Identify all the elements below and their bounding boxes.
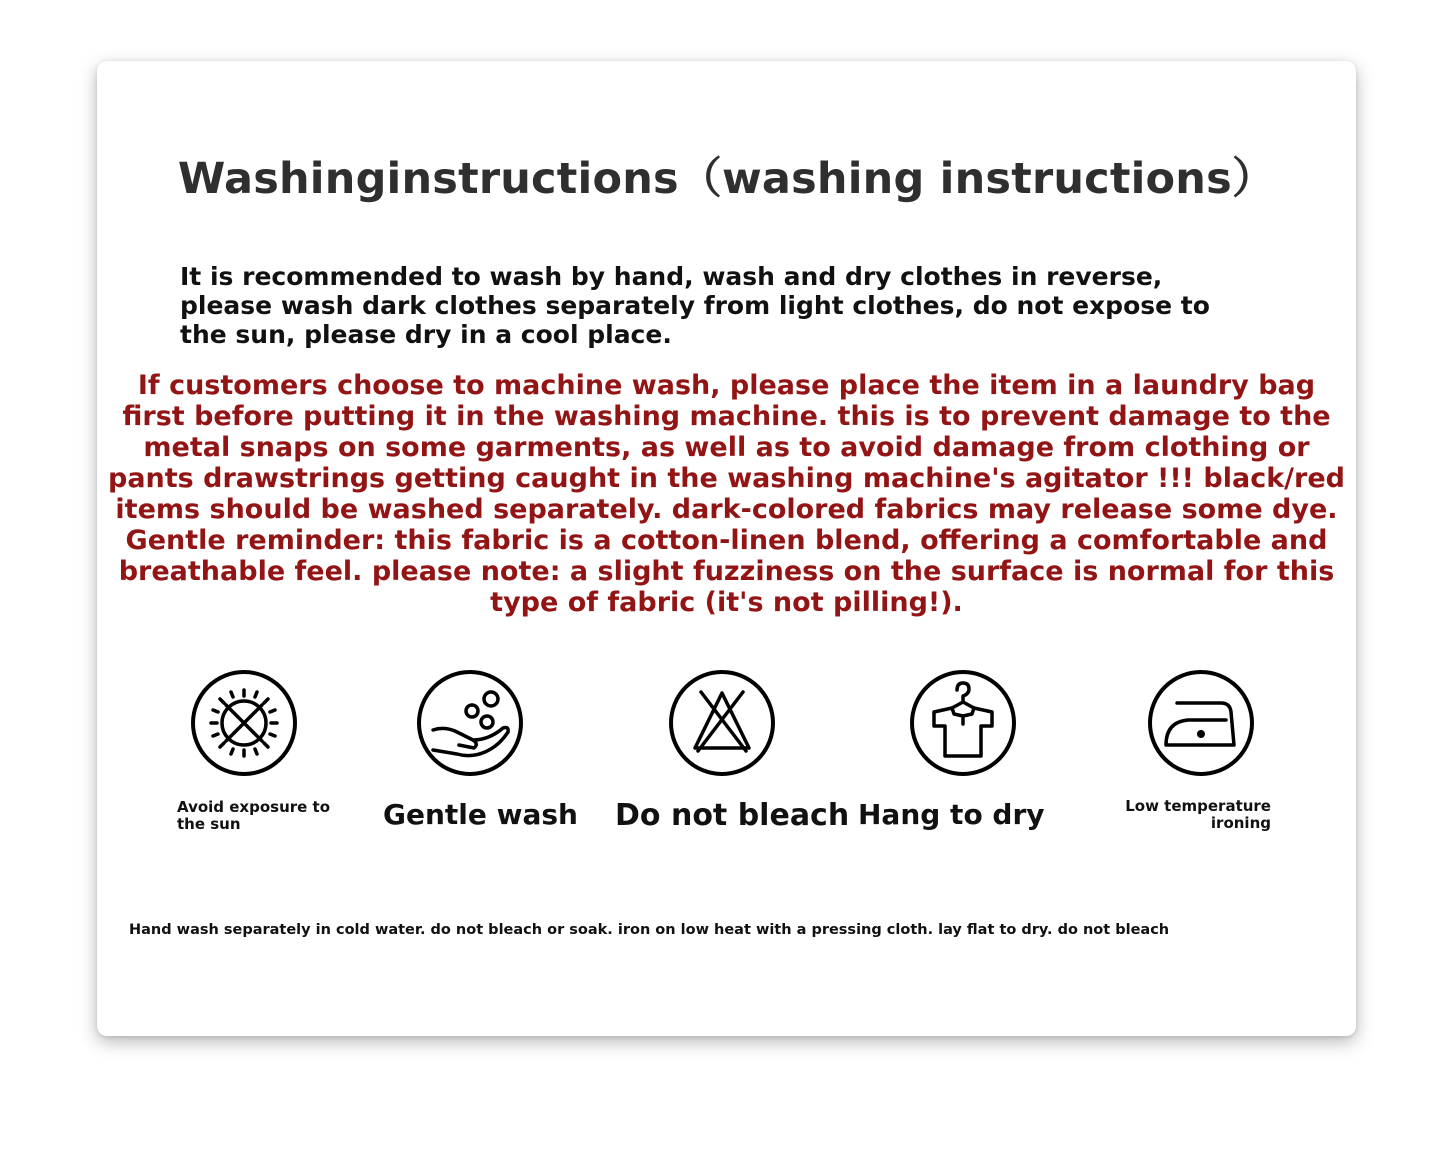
low-iron-icon (1146, 668, 1256, 778)
care-label-low-iron: Low temperature ironing (1125, 797, 1271, 832)
care-item-no-sun (189, 668, 299, 778)
intro-paragraph: It is recommended to wash by hand, wash and dry clothes in reverse, please wash dark clothes separately from light clothes, do not expose to the sun, please dry in a cool place. (180, 262, 1210, 349)
gentle-wash-icon (415, 668, 525, 778)
care-label-no-sun: Avoid exposure to the sun (177, 798, 331, 833)
no-sun-icon (189, 668, 299, 778)
care-instructions-card (97, 61, 1356, 1036)
care-label-gentle-wash: Gentle wash (383, 798, 578, 831)
no-bleach-icon (667, 668, 777, 778)
care-item-low-iron (1146, 668, 1256, 778)
machine-wash-notice: If customers choose to machine wash, please place the item in a laundry bag first before putting it in the washing machine. this is to prevent damage to the metal snaps on some garments, as well as to avoid damage from clothing or pants drawstrings getting caught in the washing machine's agitator !!! black/red items should be washed separately. dark-colored fabrics may release some dye. Gentle reminder: this fabric is a cotton-linen blend, offering a comfortable and breathable feel. please note: a slight fuzziness on the surface is normal for this type of fabric (it's not pilling!). (108, 370, 1345, 618)
care-item-no-bleach (667, 668, 777, 778)
hang-dry-icon (908, 668, 1018, 778)
care-label-no-bleach: Do not bleach (615, 798, 850, 833)
care-label-hang-dry: Hang to dry (858, 798, 1045, 831)
page-title: Washinginstructions（washing instructions） (177, 154, 1276, 204)
footer-care-text: Hand wash separately in cold water. do not bleach or soak. iron on low heat with a pressing cloth. lay flat to dry. do not bleach (129, 922, 1170, 938)
care-item-hang-dry (908, 668, 1018, 778)
care-item-gentle-wash (415, 668, 525, 778)
